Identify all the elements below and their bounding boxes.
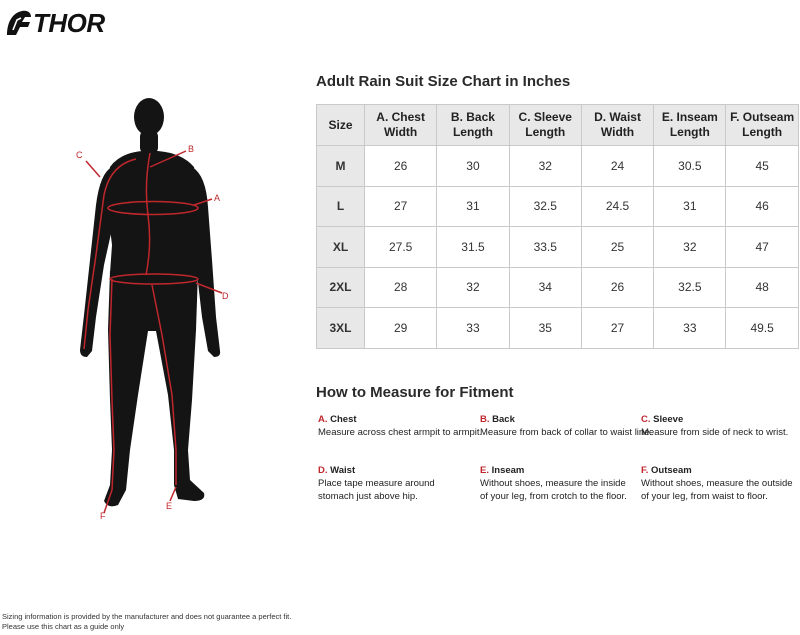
table-cell: 28 (365, 267, 437, 308)
measure-inseam: E. Inseam Without shoes, measure the inside of your leg, from crotch to the floor. (480, 465, 627, 502)
table-cell: 26 (365, 146, 437, 187)
table-row (317, 146, 799, 187)
thor-logo (4, 8, 105, 38)
measure-sleeve: C. Sleeve Measure from side of neck to wrist. (641, 414, 789, 438)
table-cell: 48 (726, 267, 798, 308)
table-cell: 32.5 (654, 267, 726, 308)
table-cell: 35 (509, 308, 581, 349)
size-chart-table (316, 104, 799, 349)
header-back: B. Back Length (437, 105, 509, 146)
measure-back: B. Back Measure from back of collar to waist line. (480, 414, 653, 438)
size-chart-title: Adult Rain Suit Size Chart in Inches (316, 73, 571, 90)
header-inseam: E. Inseam Length (654, 105, 726, 146)
size-cell: M (317, 146, 365, 187)
table-row (317, 227, 799, 268)
header-chest: A. Chest Width (365, 105, 437, 146)
table-cell: 32.5 (509, 186, 581, 227)
table-cell: 34 (509, 267, 581, 308)
table-row (317, 308, 799, 349)
header-waist: D. Waist Width (581, 105, 653, 146)
table-cell: 27.5 (365, 227, 437, 268)
size-cell: L (317, 186, 365, 227)
logo-wordmark: THOR (33, 8, 105, 38)
label-e: E (166, 501, 173, 511)
table-cell: 29 (365, 308, 437, 349)
header-size: Size (317, 105, 365, 146)
body-silhouette (80, 98, 220, 506)
label-a: A (214, 193, 221, 203)
table-cell: 46 (726, 186, 798, 227)
measure-outseam: F. Outseam Without shoes, measure the outside of your leg, from waist to floor. (641, 465, 793, 502)
table-row (317, 186, 799, 227)
table-cell: 31 (654, 186, 726, 227)
table-cell: 27 (581, 308, 653, 349)
measure-waist: D. Waist Place tape measure around stomach just above hip. (318, 465, 435, 502)
label-d: D (222, 291, 229, 301)
table-cell: 32 (654, 227, 726, 268)
size-cell: XL (317, 227, 365, 268)
table-cell: 31.5 (437, 227, 509, 268)
how-to-measure-title: How to Measure for Fitment (316, 384, 514, 401)
size-cell: 3XL (317, 308, 365, 349)
table-cell: 24.5 (581, 186, 653, 227)
table-cell: 26 (581, 267, 653, 308)
table-cell: 32 (437, 267, 509, 308)
table-cell: 30.5 (654, 146, 726, 187)
table-cell: 27 (365, 186, 437, 227)
thor-helmet-icon (4, 8, 32, 38)
header-outseam: F. Outseam Length (726, 105, 798, 146)
table-cell: 32 (509, 146, 581, 187)
body-measurement-figure (60, 95, 260, 525)
disclaimer: Sizing information is provided by the manufacturer and does not guarantee a perfect fit. Please use this chart as a guide only (2, 612, 292, 631)
measure-chest: A. Chest Measure across chest armpit to armpit. (318, 414, 483, 438)
label-f: F (100, 511, 106, 521)
table-cell: 25 (581, 227, 653, 268)
label-c: C (76, 150, 83, 160)
table-row (317, 267, 799, 308)
table-cell: 24 (581, 146, 653, 187)
table-cell: 47 (726, 227, 798, 268)
table-cell: 33.5 (509, 227, 581, 268)
table-cell: 31 (437, 186, 509, 227)
table-cell: 33 (654, 308, 726, 349)
table-cell: 33 (437, 308, 509, 349)
header-sleeve: C. Sleeve Length (509, 105, 581, 146)
label-b: B (188, 144, 195, 154)
table-cell: 30 (437, 146, 509, 187)
size-cell: 2XL (317, 267, 365, 308)
table-header-row (317, 105, 799, 146)
table-cell: 45 (726, 146, 798, 187)
table-cell: 49.5 (726, 308, 798, 349)
